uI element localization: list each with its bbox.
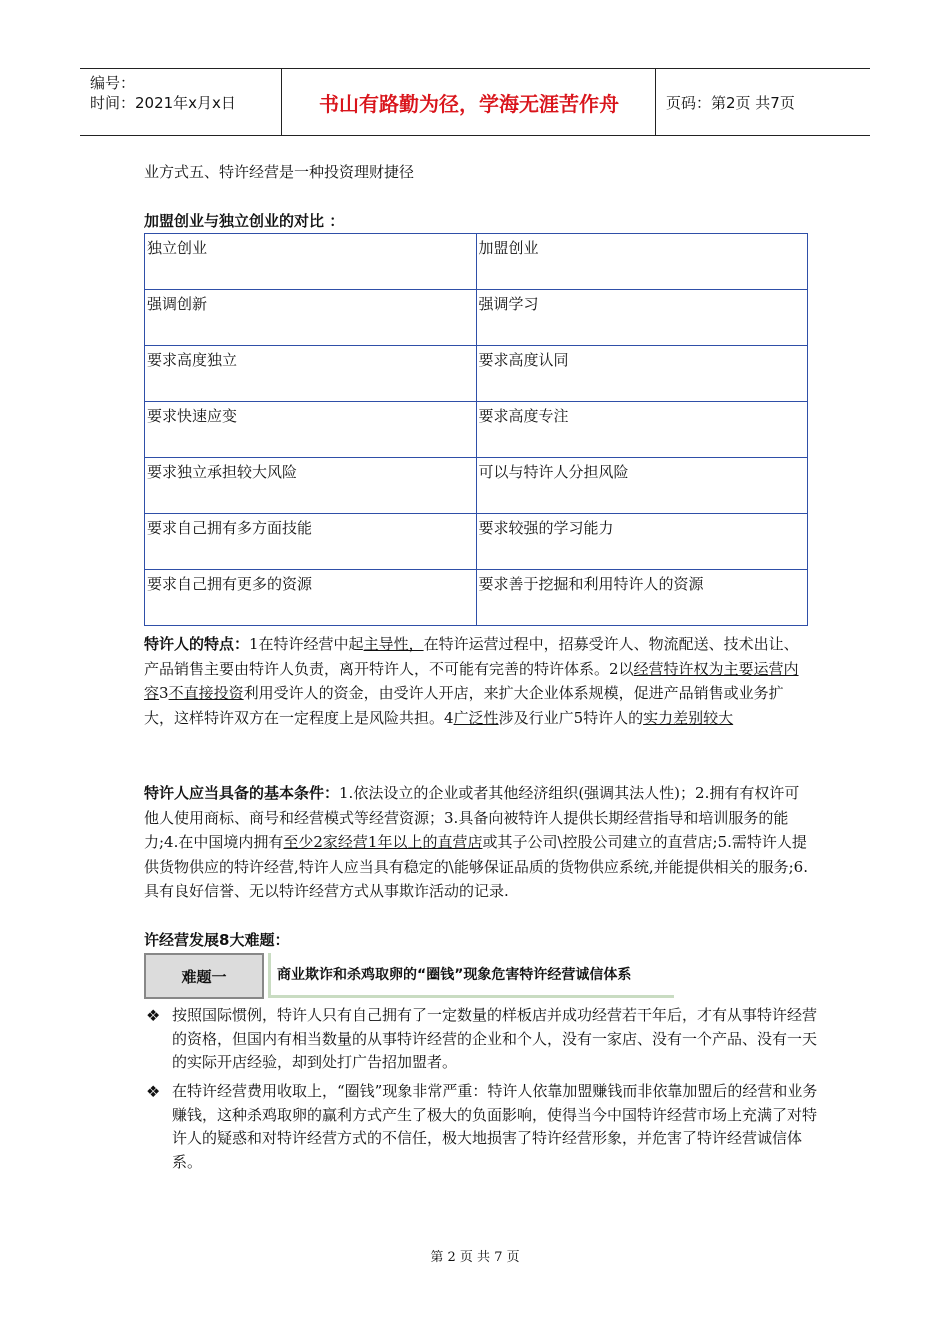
- time-label: 时间：2021年x月x日: [90, 94, 236, 112]
- diamond-bullet-icon: ❖: [146, 1006, 161, 1025]
- features-underline: 实力差别较大: [643, 708, 734, 727]
- table-cell: 要求善于挖掘和利用特许人的资源: [476, 570, 808, 626]
- code-label: 编号：: [90, 74, 136, 92]
- table-row: [145, 514, 808, 570]
- table-cell: 强调创新: [145, 290, 477, 346]
- diamond-bullet-icon: ❖: [146, 1082, 161, 1101]
- table-cell: 要求独立承担较大风险: [145, 458, 477, 514]
- comparison-table: [144, 233, 808, 626]
- difficulty-banner: [144, 953, 674, 999]
- table-header-cell: 加盟创业: [476, 234, 808, 290]
- table-cell: 要求高度独立: [145, 346, 477, 402]
- features-paragraph: [144, 632, 810, 730]
- table-cell: 要求高度专注: [476, 402, 808, 458]
- conditions-text: 1.依法设立的企业或者其他经济组织(强调其法人性)；2.拥有有权许可他人使用商标、商号和经营模式等经营资源；3.具备向被特许人提供长期经营指导和培训服务的能力;4.在中国境内拥有: [144, 784, 800, 851]
- table-cell: 要求高度认同: [476, 346, 808, 402]
- features-text: 1在特许经营中起: [249, 635, 364, 653]
- table-row: [145, 346, 808, 402]
- table-cell: 要求自己拥有多方面技能: [145, 514, 477, 570]
- table-row: [145, 290, 808, 346]
- table-cell: 可以与特许人分担风险: [476, 458, 808, 514]
- conditions-paragraph: [144, 781, 810, 904]
- bullet-text: 按照国际惯例，特许人只有自己拥有了一定数量的样板店并成功经营若干年后，才有从事特许经营的资格，但国内有相当数量的从事特许经营的企业和个人，没有一家店、没有一个产品、没有一天的实际开店经验，却到处打广告招加盟者。: [172, 1006, 818, 1071]
- conditions-title: 特许人应当具备的基本条件：: [144, 784, 340, 802]
- header-meta: [80, 69, 282, 135]
- bullet-text: 在特许经营费用收取上，“圈钱”现象非常严重：特许人依靠加盟赚钱而非依靠加盟后的经营和业务赚钱，这种杀鸡取卵的赢利方式产生了极大的负面影响，使得当今中国特许经营市场上充满了对特许人的疑惑和对特许经营方式的不信任，极大地损害了特许经营形象，并危害了特许经营诚信体系。: [172, 1082, 818, 1171]
- table-cell: 强调学习: [476, 290, 808, 346]
- table-row: [145, 402, 808, 458]
- features-text: 3: [159, 684, 169, 702]
- features-underline: 不直接投资: [168, 684, 244, 702]
- header-page-info: 页码：第2页 共7页: [666, 93, 795, 112]
- table-row: [145, 570, 808, 626]
- table-header-row: [145, 234, 808, 290]
- features-text: 涉及行业广5特许人的: [498, 708, 644, 727]
- features-underline: 主导性，: [363, 635, 424, 653]
- table-row: [145, 458, 808, 514]
- features-text: 利用受许人的资金，由受许人开店，来扩大企业体系规模，促进产品销售或业务扩大，这样特许双方在一定程度上是风险共担。4: [144, 684, 784, 727]
- header-motto: 书山有路勤为径，学海无涯苦作舟: [283, 69, 656, 135]
- features-underline: 经营特许权为主要运营内容: [144, 659, 799, 702]
- intro-line: 业方式五、特许经营是一种投资理财捷径: [144, 163, 415, 181]
- difficulties-title: 许经营发展8大难题：: [144, 931, 290, 949]
- page-header: [80, 68, 870, 136]
- difficulty-label: 难题一: [144, 953, 264, 999]
- features-title: 特许人的特点：: [144, 635, 250, 653]
- page-footer: 第 2 页 共 7 页: [430, 1250, 520, 1265]
- features-text: 在特许运营过程中，招募受许人、物流配送、技术出让、产品销售主要由特许人负责，离开特许人，不可能有完善的特许体系。2以: [144, 635, 799, 678]
- table-cell: 要求较强的学习能力: [476, 514, 808, 570]
- table-cell: 要求快速应变: [145, 402, 477, 458]
- table-cell: 要求自己拥有更多的资源: [145, 570, 477, 626]
- conditions-underline: 至少2家经营1年以上的直营店: [283, 833, 483, 851]
- conditions-text: 或其子公司\控股公司建立的直营店;5.需特许人提供货物供应的特许经营,特许人应当具有稳定的\能够保证品质的货物供应系统,并能提供相关的服务;6.具有良好信誉、无以特许经营方式从事欺诈活动的记录.: [144, 833, 808, 900]
- table-caption: 加盟创业与独立创业的对比 ：: [144, 212, 345, 230]
- difficulty-title: 商业欺诈和杀鸡取卵的“圈钱”现象危害特许经营诚信体系: [268, 953, 674, 998]
- features-underline: 广泛性: [453, 708, 499, 727]
- table-header-cell: 独立创业: [145, 234, 477, 290]
